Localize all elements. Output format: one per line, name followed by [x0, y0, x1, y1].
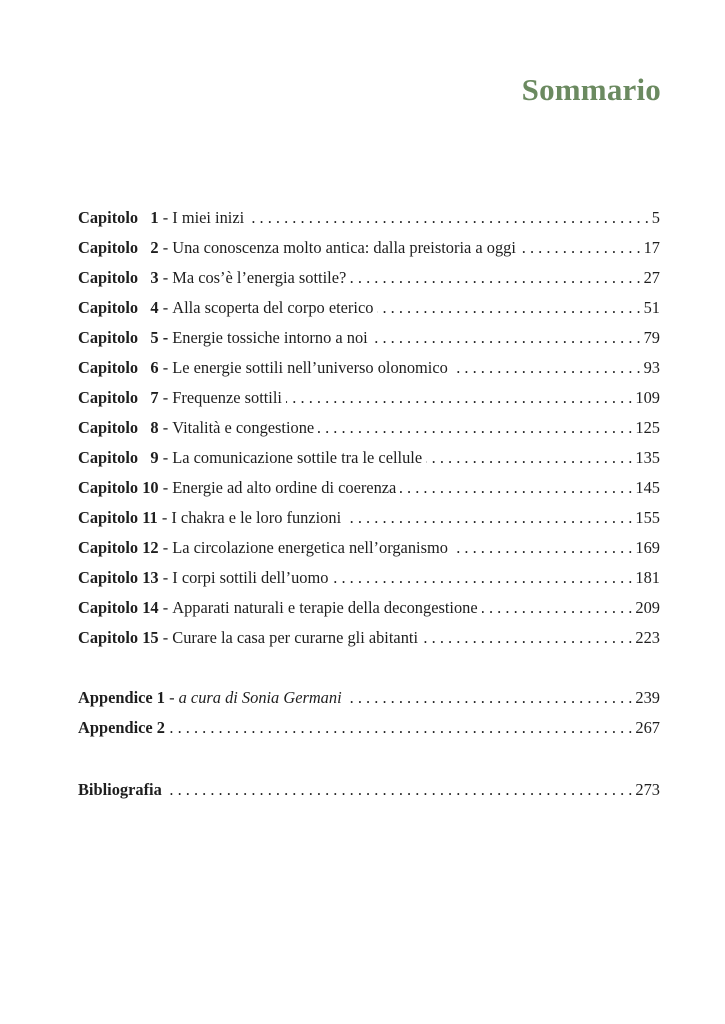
entry-page-number: 5 [651, 208, 660, 227]
entry-label: Capitolo 14 [78, 598, 159, 617]
entry-label: Capitolo 3 [78, 268, 159, 287]
toc-entry-chapter-12[interactable] [78, 538, 660, 558]
dot-leader [372, 328, 641, 348]
toc-entry-chapter-13[interactable] [78, 568, 660, 588]
entry-separator: - [158, 268, 173, 287]
dot-leader [426, 448, 632, 468]
entry-separator: - [158, 328, 173, 347]
entry-label: Capitolo 11 [78, 508, 158, 527]
dot-leader [318, 418, 632, 438]
entry-title: Una conoscenza molto antica: dalla preistoria a oggi [172, 238, 516, 257]
entry-separator: - [158, 388, 173, 407]
entry-title: I miei inizi [172, 208, 245, 227]
toc-entry-chapter-1[interactable] [78, 208, 660, 228]
entry-page-number: 209 [635, 598, 660, 617]
entry-label: Capitolo 8 [78, 418, 159, 437]
entry-page-number: 125 [635, 418, 660, 437]
entry-separator: - [158, 568, 173, 587]
toc-entry-chapter-15[interactable] [78, 628, 660, 648]
dot-leader [452, 538, 633, 558]
entry-separator: - [158, 298, 173, 317]
entry-title: Le energie sottili nell’universo olonomico [172, 358, 448, 377]
entry-page-number: 51 [643, 298, 660, 317]
entry-separator: - [158, 358, 173, 377]
entry-separator: - [158, 478, 173, 497]
entry-separator: - [158, 238, 173, 257]
entry-title: La comunicazione sottile tra le cellule [172, 448, 423, 467]
toc-entry-chapter-10[interactable] [78, 478, 660, 498]
entry-separator: - [158, 538, 173, 557]
page-title: Sommario [521, 72, 661, 107]
entry-page-number: 79 [643, 328, 660, 347]
dot-leader [345, 508, 632, 528]
entry-page-number: 109 [635, 388, 660, 407]
dot-leader [520, 238, 641, 258]
entry-title: Curare la casa per curarne gli abitanti [172, 628, 418, 647]
entry-page-number: 145 [635, 478, 660, 497]
dot-leader [167, 718, 632, 738]
entry-title: Energie ad alto ordine di coerenza [172, 478, 397, 497]
dot-leader [346, 688, 633, 708]
entry-page-number: 239 [635, 688, 660, 707]
dot-leader [452, 358, 641, 378]
entry-separator: - [164, 688, 179, 707]
entry-separator: - [158, 598, 173, 617]
toc-entry-appendix-2[interactable] [78, 718, 660, 738]
toc-entry-chapter-8[interactable] [78, 418, 660, 438]
toc-entry-appendix-1[interactable] [78, 688, 660, 708]
entry-title: a cura di Sonia Germani [178, 688, 342, 707]
dot-leader [170, 780, 633, 800]
entry-label: Capitolo 15 [78, 628, 159, 647]
entry-separator: - [157, 508, 172, 527]
entry-label: Appendice 1 [78, 688, 165, 707]
entry-label: Capitolo 13 [78, 568, 159, 587]
entry-page-number: 155 [635, 508, 660, 527]
dot-leader [248, 208, 649, 228]
entry-separator: - [158, 418, 173, 437]
entry-title: Apparati naturali e terapie della decongestione [172, 598, 478, 617]
entry-title: Energie tossiche intorno a noi [172, 328, 368, 347]
toc-entry-chapter-9[interactable] [78, 448, 660, 468]
entry-label: Capitolo 2 [78, 238, 159, 257]
entry-page-number: 135 [635, 448, 660, 467]
entry-title: I corpi sottili dell’uomo [172, 568, 329, 587]
dot-leader [286, 388, 632, 408]
toc-entry-chapter-5[interactable] [78, 328, 660, 348]
entry-label: Capitolo 12 [78, 538, 159, 557]
toc-entry-chapter-3[interactable] [78, 268, 660, 288]
entry-page-number: 169 [635, 538, 660, 557]
entry-separator: - [158, 448, 173, 467]
entry-separator: - [158, 208, 173, 227]
entry-title: I chakra e le loro funzioni [171, 508, 342, 527]
entry-label: Capitolo 9 [78, 448, 159, 467]
toc-entry-chapter-7[interactable] [78, 388, 660, 408]
toc-entry-bibliography[interactable] [78, 780, 660, 800]
entry-page-number: 267 [635, 718, 660, 737]
dot-leader [350, 268, 640, 288]
dot-leader [422, 628, 632, 648]
entry-label: Capitolo 1 [78, 208, 159, 227]
entry-label: Capitolo 4 [78, 298, 159, 317]
entry-label: Capitolo 7 [78, 388, 159, 407]
entry-label: Appendice 2 [78, 718, 165, 737]
entry-title: Ma cos’è l’energia sottile? [172, 268, 347, 287]
entry-page-number: 181 [635, 568, 660, 587]
dot-leader [332, 568, 632, 588]
toc-entry-chapter-14[interactable] [78, 598, 660, 618]
entry-page-number: 27 [643, 268, 660, 287]
dot-leader [400, 478, 632, 498]
entry-label: Capitolo 6 [78, 358, 159, 377]
entry-label: Capitolo 10 [78, 478, 159, 497]
entry-label: Capitolo 5 [78, 328, 159, 347]
entry-page-number: 93 [643, 358, 660, 377]
toc-entry-chapter-4[interactable] [78, 298, 660, 318]
dot-leader [377, 298, 640, 318]
entry-separator: - [158, 628, 173, 647]
entry-label: Bibliografia [78, 780, 162, 799]
entry-page-number: 17 [643, 238, 660, 257]
entry-title: Frequenze sottili [172, 388, 282, 407]
toc-entry-chapter-2[interactable] [78, 238, 660, 258]
toc-entry-chapter-11[interactable] [78, 508, 660, 528]
entry-title: La circolazione energetica nell’organismo [172, 538, 448, 557]
toc-entry-chapter-6[interactable] [78, 358, 660, 378]
dot-leader [482, 598, 633, 618]
entry-page-number: 273 [635, 780, 660, 799]
entry-title: Alla scoperta del corpo eterico [172, 298, 374, 317]
entry-page-number: 223 [635, 628, 660, 647]
entry-title: Vitalità e congestione [172, 418, 315, 437]
